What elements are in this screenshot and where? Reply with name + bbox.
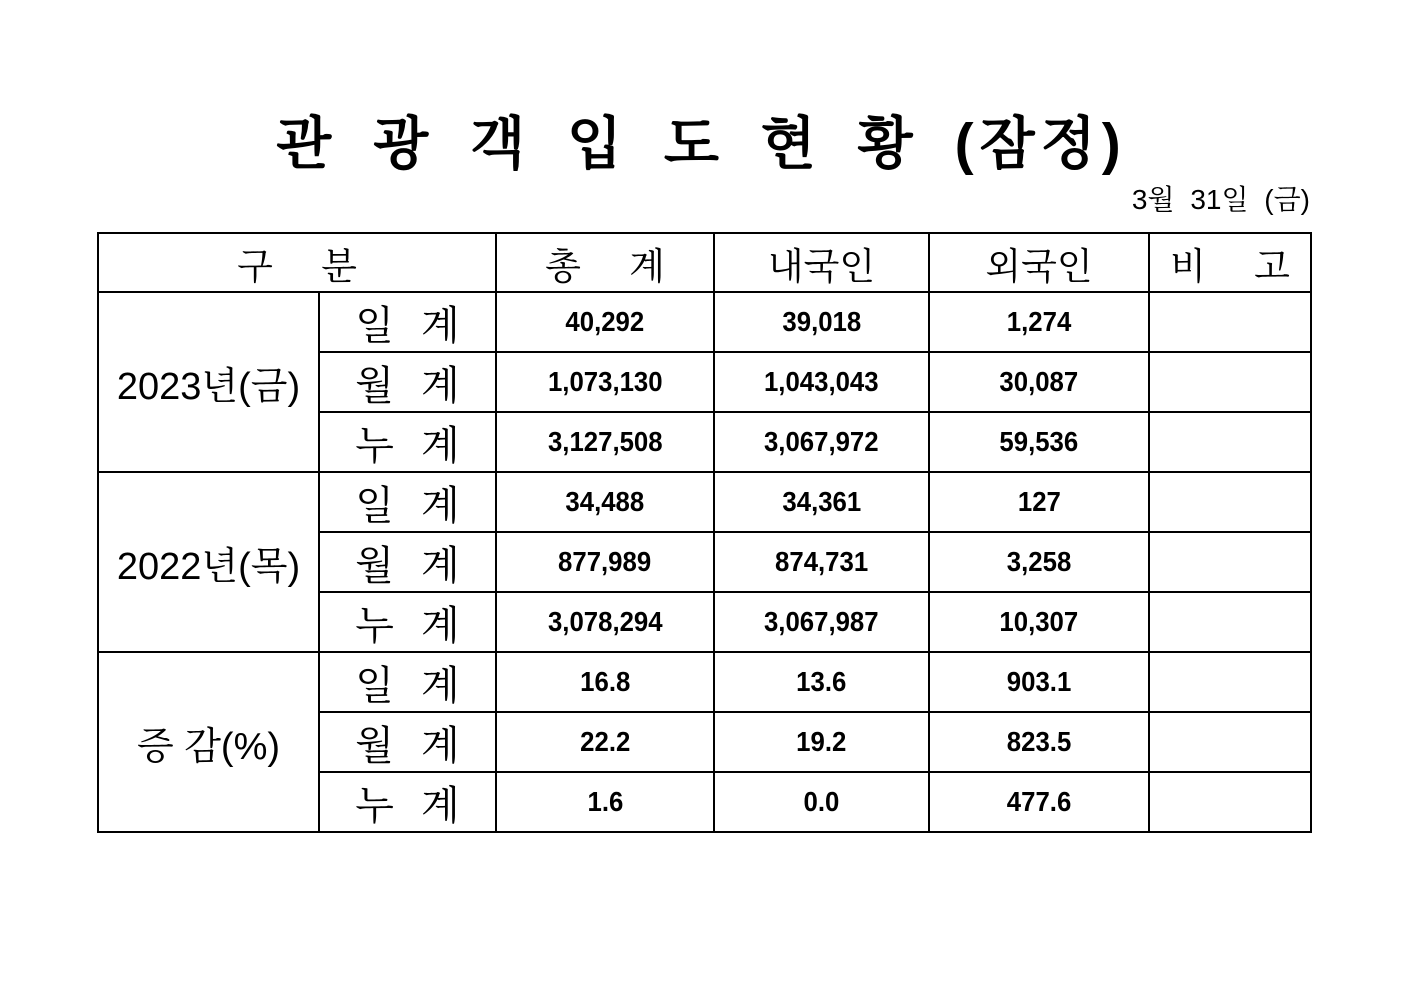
col-header-foreign: 외국인 bbox=[929, 233, 1149, 292]
domestic-cell bbox=[714, 592, 929, 652]
foreign-value: 823.5 bbox=[1006, 726, 1072, 757]
sub-label-cell: 누 계 bbox=[319, 412, 496, 472]
col-header-category: 구 분 bbox=[98, 233, 496, 292]
total-value: 34,488 bbox=[565, 486, 645, 517]
report-date: 3월 31일 (금) bbox=[1131, 184, 1310, 215]
foreign-cell bbox=[929, 592, 1149, 652]
total-cell bbox=[496, 412, 714, 472]
sub-label-cell: 월 계 bbox=[319, 532, 496, 592]
note-cell bbox=[1149, 412, 1311, 472]
total-cell bbox=[496, 592, 714, 652]
note-cell bbox=[1149, 652, 1311, 712]
domestic-value: 13.6 bbox=[796, 666, 847, 697]
foreign-cell bbox=[929, 412, 1149, 472]
total-value: 16.8 bbox=[579, 666, 631, 697]
table-row bbox=[98, 292, 1311, 352]
sub-label-cell: 일 계 bbox=[319, 472, 496, 532]
domestic-cell bbox=[714, 712, 929, 772]
total-cell bbox=[496, 292, 714, 352]
total-cell bbox=[496, 712, 714, 772]
group-label-2023: 2023년(금) bbox=[98, 292, 319, 472]
total-value: 3,127,508 bbox=[547, 426, 663, 457]
table-row bbox=[98, 652, 1311, 712]
col-header-note: 비 고 bbox=[1149, 233, 1311, 292]
header-row bbox=[98, 233, 1311, 292]
foreign-value: 59,536 bbox=[999, 426, 1079, 457]
foreign-cell bbox=[929, 352, 1149, 412]
total-value: 3,078,294 bbox=[547, 606, 663, 637]
domestic-value: 874,731 bbox=[774, 546, 869, 577]
note-cell bbox=[1149, 772, 1311, 832]
domestic-value: 39,018 bbox=[782, 306, 861, 337]
note-cell bbox=[1149, 592, 1311, 652]
domestic-cell bbox=[714, 472, 929, 532]
foreign-cell bbox=[929, 772, 1149, 832]
domestic-value: 3,067,987 bbox=[764, 606, 879, 637]
page-title: 관 광 객 입 도 현 황 (잠정) bbox=[276, 112, 1127, 176]
foreign-value: 3,258 bbox=[1006, 546, 1072, 577]
total-value: 40,292 bbox=[565, 306, 645, 337]
total-value: 877,989 bbox=[558, 546, 652, 577]
foreign-value: 10,307 bbox=[999, 606, 1079, 637]
foreign-value: 477.6 bbox=[1006, 786, 1072, 817]
total-value: 22.2 bbox=[579, 726, 631, 757]
domestic-value: 0.0 bbox=[803, 786, 840, 817]
sub-label-cell: 일 계 bbox=[319, 292, 496, 352]
note-cell bbox=[1149, 532, 1311, 592]
foreign-value: 30,087 bbox=[999, 366, 1079, 397]
sub-label-cell: 누 계 bbox=[319, 772, 496, 832]
total-value: 1.6 bbox=[587, 786, 623, 817]
foreign-cell bbox=[929, 712, 1149, 772]
foreign-cell bbox=[929, 652, 1149, 712]
note-cell bbox=[1149, 472, 1311, 532]
group-label-2022: 2022년(목) bbox=[98, 472, 319, 652]
note-cell bbox=[1149, 292, 1311, 352]
domestic-cell bbox=[714, 412, 929, 472]
total-cell bbox=[496, 652, 714, 712]
foreign-cell bbox=[929, 472, 1149, 532]
domestic-cell bbox=[714, 772, 929, 832]
note-cell bbox=[1149, 352, 1311, 412]
group-label-change: 증 감(%) bbox=[98, 652, 319, 832]
foreign-value: 1,274 bbox=[1006, 306, 1072, 337]
col-header-domestic: 내국인 bbox=[714, 233, 929, 292]
table-row bbox=[98, 472, 1311, 532]
sub-label-cell: 월 계 bbox=[319, 352, 496, 412]
tourist-arrivals-table bbox=[97, 232, 1312, 833]
domestic-value: 34,361 bbox=[782, 486, 861, 517]
total-cell bbox=[496, 532, 714, 592]
domestic-cell bbox=[714, 292, 929, 352]
sub-label-cell: 일 계 bbox=[319, 652, 496, 712]
total-cell bbox=[496, 472, 714, 532]
domestic-cell bbox=[714, 352, 929, 412]
foreign-value: 903.1 bbox=[1006, 666, 1072, 697]
total-cell bbox=[496, 772, 714, 832]
total-value: 1,073,130 bbox=[547, 366, 663, 397]
domestic-cell bbox=[714, 532, 929, 592]
col-header-total: 총 계 bbox=[496, 233, 714, 292]
domestic-cell bbox=[714, 652, 929, 712]
total-cell bbox=[496, 352, 714, 412]
foreign-cell bbox=[929, 292, 1149, 352]
foreign-cell bbox=[929, 532, 1149, 592]
domestic-value: 19.2 bbox=[796, 726, 847, 757]
foreign-value: 127 bbox=[1017, 486, 1061, 517]
sub-label-cell: 월 계 bbox=[319, 712, 496, 772]
domestic-value: 3,067,972 bbox=[764, 426, 879, 457]
domestic-value: 1,043,043 bbox=[764, 366, 879, 397]
sub-label-cell: 누 계 bbox=[319, 592, 496, 652]
note-cell bbox=[1149, 712, 1311, 772]
